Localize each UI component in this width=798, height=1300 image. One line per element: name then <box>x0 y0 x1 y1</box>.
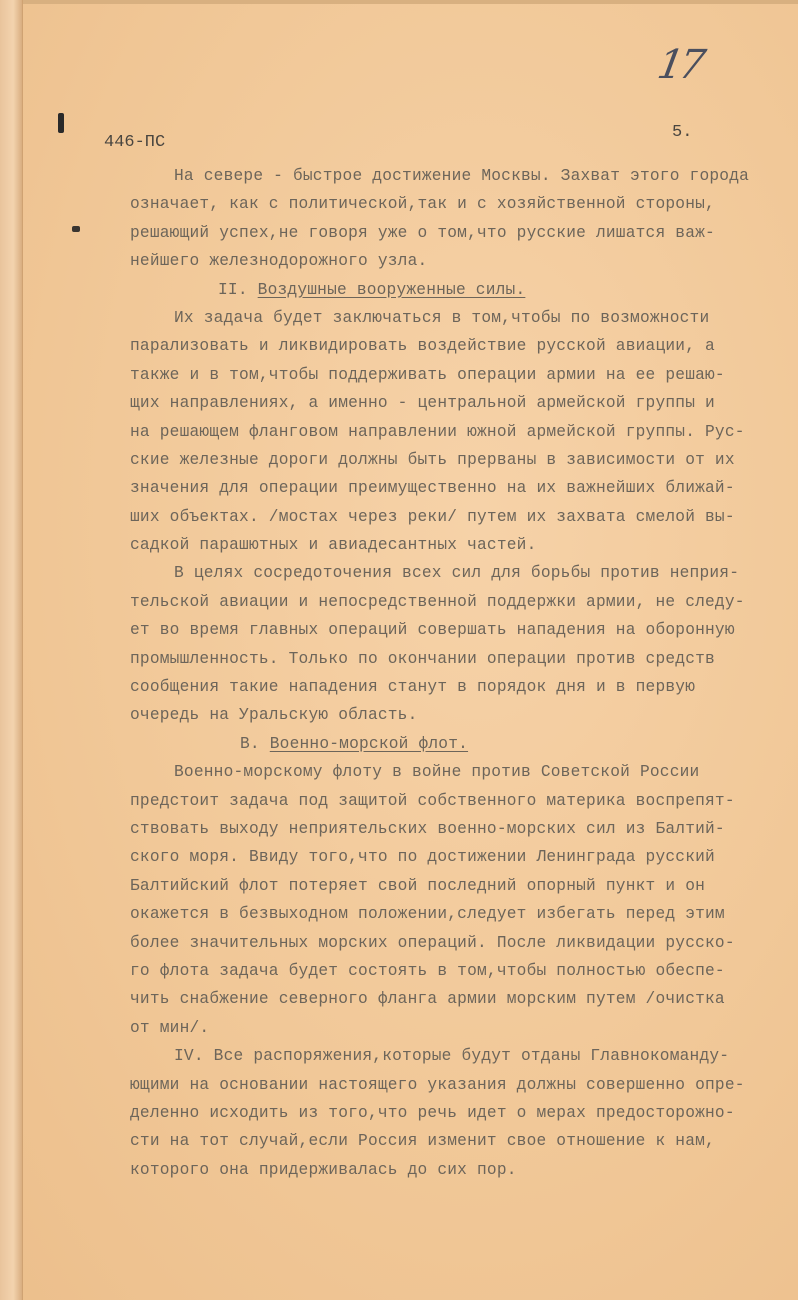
handwritten-folio-number: 17 <box>653 42 705 88</box>
text-line: сти на тот случай,если Россия изменит свое отношение к нам, <box>130 1132 715 1151</box>
page-top-edge <box>0 0 798 4</box>
section-title: Воздушные вооруженные силы. <box>257 280 526 299</box>
text-line: ших объектах. /мостах через реки/ путем их захвата смелой вы- <box>130 507 735 526</box>
text-line: также и в том,чтобы поддерживать операции армии на ее решаю- <box>130 365 725 384</box>
text-line: деленно исходить из того,что речь идет о мерах предосторожно- <box>130 1103 735 1122</box>
text-line: сообщения такие нападения станут в порядок дня и в первую <box>130 678 696 697</box>
text-line: ет во время главных операций совершать нападения на оборонную <box>130 621 735 640</box>
section-heading-air <box>130 276 770 304</box>
text-line: ского моря. Ввиду того,что по достижении Ленинграда русский <box>130 848 715 867</box>
text-line: садкой парашютных и авиадесантных частей. <box>130 536 537 555</box>
text-line: IV. Все распоряжения,которые будут отданы Главнокоманду- <box>174 1047 730 1066</box>
text-line: парализовать и ликвидировать воздействие русской авиации, а <box>130 337 715 356</box>
text-line: более значительных морских операций. После ликвидации русско- <box>130 933 735 952</box>
punch-hole-mark <box>72 226 80 232</box>
section-numeral: В. <box>240 734 260 753</box>
text-line: которого она придерживалась до сих пор. <box>130 1160 517 1179</box>
text-line: ющими на основании настоящего указания должны совершенно опре- <box>130 1075 745 1094</box>
document-body <box>130 162 770 1184</box>
text-line: ствовать выходу неприятельских военно-морских сил из Балтий- <box>130 819 725 838</box>
document-number: 446-ПС <box>104 133 166 152</box>
text-line: от мин/. <box>130 1018 210 1037</box>
text-line: значения для операции преимущественно на их важнейших ближай- <box>130 479 735 498</box>
punch-hole-mark <box>58 113 64 133</box>
text-line: тельской авиации и непосредственной поддержки армии, не следу- <box>130 592 745 611</box>
text-line: решающий успех,не говоря уже о том,что русские лишатся важ- <box>130 223 715 242</box>
page-number: 5. <box>672 123 693 142</box>
text-line: предстоит задача под защитой собственного материка воспрепят- <box>130 791 735 810</box>
section-numeral: II. <box>218 280 248 299</box>
text-line: щих направлениях, а именно - центральной армейской группы и <box>130 394 715 413</box>
text-line: Балтийский флот потеряет свой последний опорный пункт и он <box>130 876 706 895</box>
text-line: чить снабжение северного фланга армии морским путем /очистка <box>130 990 725 1009</box>
text-line: ские железные дороги должны быть прерваны в зависимости от их <box>130 450 735 469</box>
text-line: нейшего железнодорожного узла. <box>130 252 428 271</box>
text-line: На севере - быстрое достижение Москвы. Захват этого города <box>174 167 750 185</box>
text-line: го флота задача будет состоять в том,чтобы полностью обеспе- <box>130 961 725 980</box>
text-line: В целях сосредоточения всех сил для борьбы против неприя- <box>174 564 740 583</box>
text-line: очередь на Уральскую область. <box>130 706 418 725</box>
text-line: промышленность. Только по окончании операции против средств <box>130 649 715 668</box>
text-line: на решающем фланговом направлении южной армейской группы. Рус- <box>130 422 745 441</box>
binding-spine <box>0 0 23 1300</box>
section-heading-navy <box>130 730 770 758</box>
text-line: Военно-морскому флоту в войне против Советской России <box>174 763 700 782</box>
section-title: Военно-морской флот. <box>269 734 469 753</box>
text-line: означает, как с политической,так и с хозяйственной стороны, <box>130 195 715 214</box>
text-line: Их задача будет заключаться в том,чтобы по возможности <box>174 308 710 327</box>
text-line: окажется в безвыходном положении,следует избегать перед этим <box>130 905 725 924</box>
